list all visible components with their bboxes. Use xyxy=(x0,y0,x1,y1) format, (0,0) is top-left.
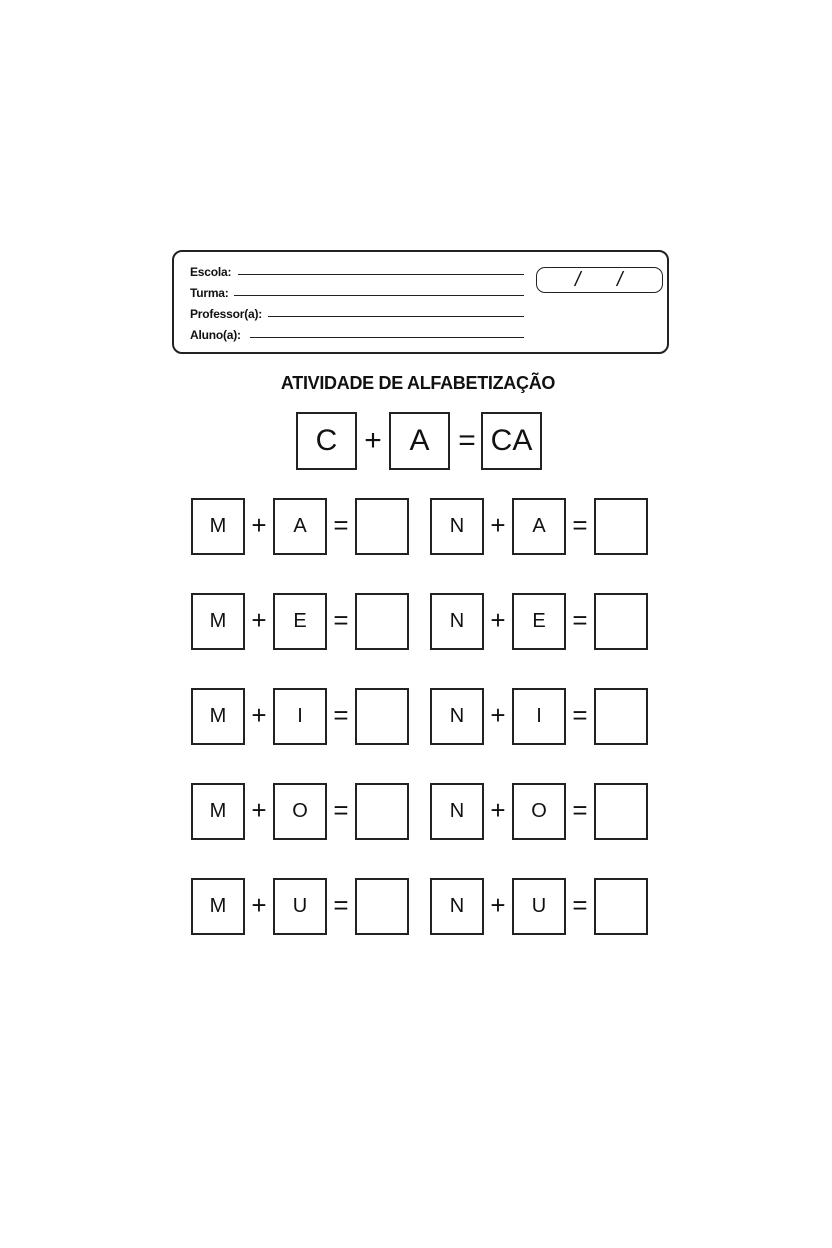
answer-box[interactable] xyxy=(355,688,409,745)
consonant-box: M xyxy=(191,688,245,745)
consonant-box: M xyxy=(191,593,245,650)
equals-sign: = xyxy=(333,795,349,825)
plus-sign: + xyxy=(251,605,267,635)
turma-label: Turma: xyxy=(190,286,229,300)
equals-sign: = xyxy=(572,605,588,635)
vowel-box: O xyxy=(273,783,327,840)
example-second-box: A xyxy=(389,412,450,470)
answer-box[interactable] xyxy=(594,593,648,650)
consonant-box: N xyxy=(430,498,484,555)
vowel-box: I xyxy=(273,688,327,745)
example-first-box: C xyxy=(296,412,357,470)
plus-sign: + xyxy=(251,700,267,730)
consonant-box: N xyxy=(430,593,484,650)
example-plus: + xyxy=(364,424,382,457)
answer-box[interactable] xyxy=(594,688,648,745)
equals-sign: = xyxy=(572,795,588,825)
equals-sign: = xyxy=(572,700,588,730)
plus-sign: + xyxy=(251,795,267,825)
plus-sign: + xyxy=(251,510,267,540)
equals-sign: = xyxy=(333,605,349,635)
equals-sign: = xyxy=(333,890,349,920)
aluno-input-line[interactable] xyxy=(250,337,524,338)
plus-sign: + xyxy=(490,510,506,540)
vowel-box: A xyxy=(273,498,327,555)
equals-sign: = xyxy=(333,700,349,730)
consonant-box: M xyxy=(191,878,245,935)
consonant-box: M xyxy=(191,498,245,555)
answer-box[interactable] xyxy=(594,878,648,935)
answer-box[interactable] xyxy=(594,498,648,555)
header-form xyxy=(172,250,669,354)
vowel-box: O xyxy=(512,783,566,840)
answer-box[interactable] xyxy=(594,783,648,840)
vowel-box: A xyxy=(512,498,566,555)
page-title: ATIVIDADE DE ALFABETIZAÇÃO xyxy=(280,373,556,393)
professor-input-line[interactable] xyxy=(268,316,524,317)
plus-sign: + xyxy=(490,700,506,730)
field-escola xyxy=(190,261,231,279)
plus-sign: + xyxy=(490,890,506,920)
equals-sign: = xyxy=(572,510,588,540)
example-equals: = xyxy=(458,424,476,457)
vowel-box: E xyxy=(273,593,327,650)
field-turma xyxy=(190,282,229,300)
consonant-box: N xyxy=(430,688,484,745)
answer-box[interactable] xyxy=(355,783,409,840)
turma-input-line[interactable] xyxy=(234,295,524,296)
vowel-box: U xyxy=(273,878,327,935)
vowel-box: I xyxy=(512,688,566,745)
field-professor xyxy=(190,303,262,321)
consonant-box: N xyxy=(430,878,484,935)
example-result-box: CA xyxy=(481,412,542,470)
equals-sign: = xyxy=(333,510,349,540)
date-field[interactable] xyxy=(536,267,663,293)
professor-label: Professor(a): xyxy=(190,307,263,321)
vowel-box: E xyxy=(512,593,566,650)
escola-input-line[interactable] xyxy=(238,274,524,275)
date-slash-2: / xyxy=(617,269,623,291)
date-slash-1: / xyxy=(575,269,581,291)
plus-sign: + xyxy=(490,795,506,825)
field-aluno xyxy=(190,324,241,342)
escola-label: Escola: xyxy=(190,265,232,279)
vowel-box: U xyxy=(512,878,566,935)
plus-sign: + xyxy=(490,605,506,635)
aluno-label: Aluno(a): xyxy=(190,328,241,342)
answer-box[interactable] xyxy=(355,593,409,650)
consonant-box: M xyxy=(191,783,245,840)
consonant-box: N xyxy=(430,783,484,840)
answer-box[interactable] xyxy=(355,498,409,555)
plus-sign: + xyxy=(251,890,267,920)
answer-box[interactable] xyxy=(355,878,409,935)
equals-sign: = xyxy=(572,890,588,920)
